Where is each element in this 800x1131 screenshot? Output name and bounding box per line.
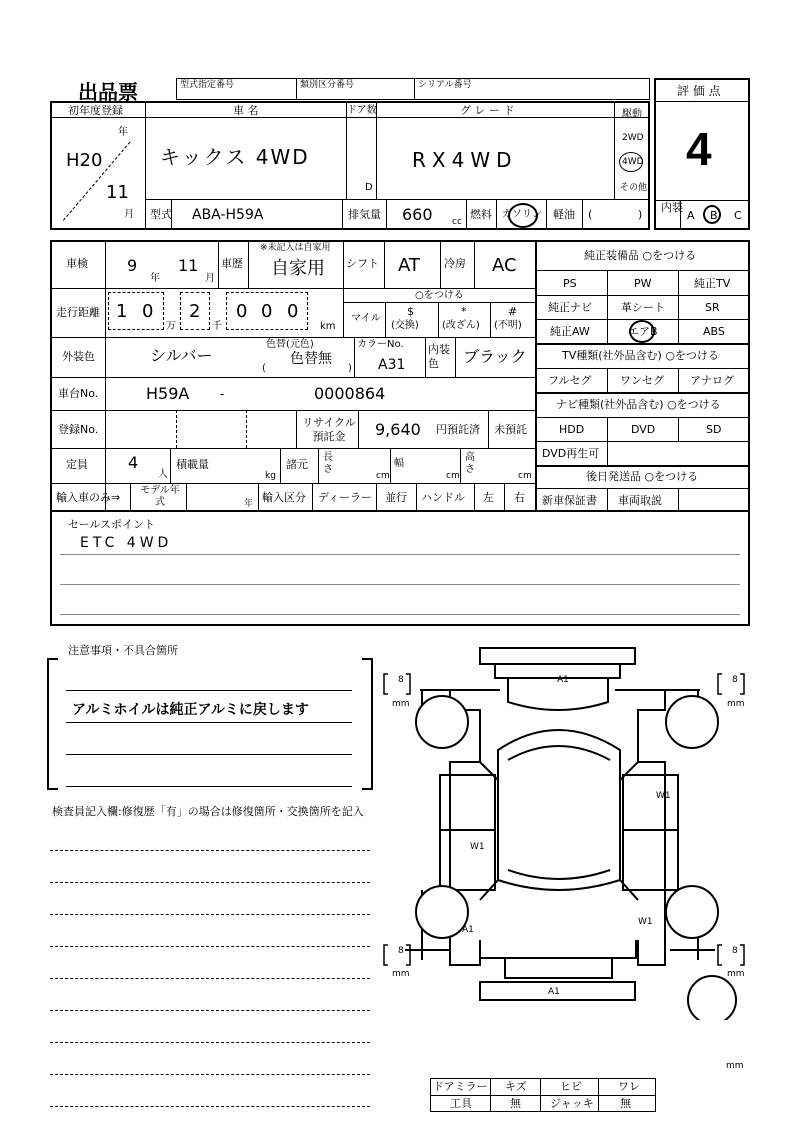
class-code-label: 類別区分番号 [300, 80, 355, 90]
man-unit: 万 [166, 321, 176, 332]
serial-label: シリアル番号 [418, 80, 472, 90]
damage-mark-front: A1 [557, 675, 569, 685]
interior-grade-c: C [734, 209, 742, 222]
car-name: キックス 4WD [160, 145, 310, 169]
form-title: 出品票 [78, 80, 138, 104]
inspection-month: 11 [178, 256, 199, 275]
header-code-row [176, 78, 650, 100]
fuel-gasoline-circle [508, 203, 538, 228]
tread-depth-rear-left: 8 [398, 946, 404, 956]
color-no-label: カラーNo. [357, 339, 404, 350]
inspector-label: 検査員記入欄:修復歴「有」の場合は修復箇所・交換箇所を記入 [52, 805, 364, 818]
dims-label: 諸元 [286, 458, 308, 471]
later-manual: 車両取説 [618, 494, 662, 507]
tread-unit-front-right: mm [727, 699, 745, 709]
recycle-label: リサイクル預託金 [302, 416, 356, 443]
tv-analog: アナログ [690, 374, 734, 387]
equip-genuine-aw: 純正AW [550, 325, 590, 338]
notes-brackets [44, 655, 376, 793]
drive-4wd-circle [619, 152, 643, 172]
tread-unit-rear-right: mm [727, 969, 745, 979]
mileage-digit: 0 [261, 301, 273, 322]
door-label: ドア数 [347, 105, 377, 116]
mile-label: マイル [351, 313, 381, 324]
damage-mark-rear: A1 [548, 987, 560, 997]
interior-grade-a: A [687, 209, 695, 222]
damage-mark-right-front: W1 [656, 791, 671, 801]
tread-unit-spare: mm [726, 1061, 744, 1071]
model-value: ABA-H59A [192, 207, 264, 223]
steering-label: ハンドル [421, 491, 465, 504]
tread-unit-rear-left: mm [392, 969, 410, 979]
damage-mark-left-rear: A1 [462, 925, 474, 935]
jack-value: 無 [620, 1097, 631, 1110]
inspection-year-unit: 年 [150, 273, 160, 284]
capacity-label: 定員 [66, 458, 88, 471]
equip-pw: PW [634, 277, 652, 290]
steering-right: 右 [514, 491, 525, 504]
score-value: 4 [686, 123, 712, 175]
sales-point-label: セールスポイント [68, 518, 156, 531]
import-class-label: 輸入区分 [262, 491, 306, 504]
later-shipment-title: 後日発送品 ○をつける [586, 470, 699, 483]
legend-scratch: キズ [505, 1080, 527, 1093]
displacement-unit: cc [452, 217, 462, 227]
import-label: 輸入車のみ⇒ [56, 491, 121, 504]
chassis-number: 0000864 [314, 384, 386, 403]
damage-mark-right-rear: W1 [638, 917, 653, 927]
repaint-value: 色替無 [290, 351, 332, 367]
shift-label: シフト [346, 257, 379, 270]
first-reg-label: 初年度登録 [68, 104, 123, 117]
recycle-unit: 円預託済 [436, 423, 480, 436]
length-label: 長さ [323, 452, 333, 475]
first-reg-month: 11 [106, 182, 129, 203]
first-reg-era: H20 [66, 150, 103, 171]
interior-grade-b: B [710, 209, 718, 222]
year-unit: 年 [118, 127, 128, 138]
navi-dvd: DVD [631, 423, 656, 436]
sales-point-text: ETC 4WD [80, 535, 173, 551]
tread-depth-front-left: 8 [398, 675, 404, 685]
jack-label: ジャッキ [550, 1097, 594, 1110]
history-note: ※未記入は自家用 [260, 243, 331, 253]
repaint-label: 色替(元色) [266, 339, 314, 350]
mileage-digit: 0 [236, 301, 248, 322]
paren-close: ) [638, 208, 643, 221]
tread-depth-front-right: 8 [732, 675, 738, 685]
color-no-value: A31 [378, 357, 406, 373]
equip-leather-seat: 革シート [621, 301, 665, 314]
equip-ps: PS [563, 277, 577, 290]
inspection-month-unit: 月 [205, 273, 215, 284]
equip-genuine-navi: 純正ナビ [548, 301, 592, 314]
repaint-paren-open: ( [262, 363, 266, 374]
tv-fullseg: フルセグ [548, 374, 592, 387]
height-unit: cm [518, 471, 532, 481]
car-damage-diagram [380, 640, 752, 1020]
fuel-gasoline: ガソリン [502, 209, 542, 220]
displacement-label: 排気量 [348, 208, 381, 221]
mileage-circle-note: ○をつける [415, 290, 464, 301]
tools-label: 工具 [450, 1097, 472, 1110]
km-unit: km [320, 321, 336, 332]
steering-left: 左 [483, 491, 494, 504]
drive-2wd: 2WD [622, 133, 644, 143]
fuel-light: 軽油 [553, 208, 575, 221]
score-label: 評 価 点 [677, 84, 721, 98]
height-label: 高さ [465, 452, 475, 475]
month-unit: 月 [124, 209, 134, 220]
inspection-year: 9 [127, 256, 138, 275]
aircon-label: 冷房 [444, 257, 466, 270]
mileage-digit: 0 [142, 301, 154, 322]
import-dealer: ディーラー [318, 491, 373, 504]
mileage-digit: 0 [287, 301, 299, 322]
notes-text: アルミホイルは純正アルミに戻します [72, 702, 309, 718]
recycle-value: 9,640 [375, 420, 421, 439]
length-unit: cm [376, 471, 390, 481]
repaint-paren-close: ) [348, 363, 352, 374]
shift-value: AT [398, 255, 420, 276]
tamper-mark: * [461, 305, 467, 318]
color-label: 外装色 [62, 350, 95, 363]
aircon-value: AC [492, 255, 517, 276]
fuel-label: 燃料 [470, 208, 492, 221]
interior-b-circle [703, 205, 721, 224]
tamper-label: (改ざん) [442, 320, 480, 331]
later-warranty: 新車保証書 [542, 494, 597, 507]
genuine-equipment-title: 純正装備品 ○をつける [584, 249, 697, 262]
equip-sr: SR [705, 301, 720, 314]
width-unit: cm [446, 471, 460, 481]
sen-unit: 千 [212, 321, 222, 332]
notes-label: 注意事項・不具合箇所 [68, 644, 178, 657]
first-reg-diagonal [60, 140, 140, 225]
legend-break: ワレ [618, 1080, 640, 1093]
tread-unit-front-left: mm [392, 699, 410, 709]
drive-label: 駆動 [622, 109, 642, 120]
tv-oneseg: ワンセグ [620, 374, 664, 387]
car-name-label: 車 名 [233, 104, 259, 117]
chassis-prefix: H59A [146, 384, 190, 403]
unknown-label: (不明) [494, 320, 522, 331]
displacement-value: 660 [402, 205, 433, 224]
tread-depth-rear-right: 8 [732, 946, 738, 956]
navi-sd: SD [706, 423, 722, 436]
capacity-unit: 人 [158, 469, 168, 480]
interior-label: 内装 [661, 201, 683, 214]
equip-genuine-tv: 純正TV [694, 277, 731, 290]
load-unit: kg [265, 471, 276, 481]
model-year-label: モデル年式 [140, 485, 180, 508]
chassis-label: 車台No. [58, 387, 99, 400]
tv-type-title: TV種類(社外品含む) ○をつける [562, 349, 719, 362]
equip-abs: ABS [703, 325, 725, 338]
reg-no-label: 登録No. [58, 423, 99, 436]
color-value: シルバー [150, 346, 213, 365]
damage-mark-left-door: W1 [470, 842, 485, 852]
interior-color-value: ブラック [463, 347, 527, 366]
capacity-value: 4 [128, 453, 139, 472]
model-year-unit: 年 [244, 499, 254, 509]
door-value: D [365, 182, 373, 193]
equip-airbag: エアB [628, 325, 658, 338]
history-label: 車歴 [221, 257, 243, 270]
width-label: 幅 [394, 458, 404, 469]
drive-4wd: 4WD [622, 157, 644, 167]
mileage-label: 走行距離 [56, 306, 100, 319]
legend-crack: ヒビ [560, 1080, 582, 1093]
inspection-label: 車検 [66, 257, 88, 270]
paren-open: ( [588, 208, 593, 221]
model-code-label: 型式指定番号 [180, 80, 235, 90]
model-label: 型式 [150, 208, 172, 221]
drive-other: その他 [620, 183, 648, 193]
navi-hdd: HDD [559, 423, 585, 436]
load-label: 積載量 [176, 458, 209, 471]
mileage-digit: 1 [116, 301, 128, 322]
navi-type-title: ナビ種類(社外品含む) ○をつける [556, 398, 721, 411]
chassis-dash: - [220, 387, 225, 401]
interior-color-label: 内装色 [428, 343, 450, 370]
history-value: 自家用 [271, 258, 325, 279]
unknown-mark: # [508, 305, 518, 318]
grade-value: RX4WD [412, 148, 518, 172]
dvd-playable: DVD再生可 [542, 447, 600, 460]
tools-value: 無 [510, 1097, 521, 1110]
equip-airbag-circle [629, 320, 655, 343]
exchange-label: (交換) [391, 320, 419, 331]
grade-label: グ レ ー ド [460, 104, 515, 117]
recycle-unpaid: 未預託 [494, 423, 527, 436]
import-parallel: 並行 [385, 491, 407, 504]
legend-door-mirror: ドアミラー [433, 1080, 488, 1093]
exchange-mark: $ [407, 305, 414, 318]
mileage-digit: 2 [189, 301, 201, 322]
